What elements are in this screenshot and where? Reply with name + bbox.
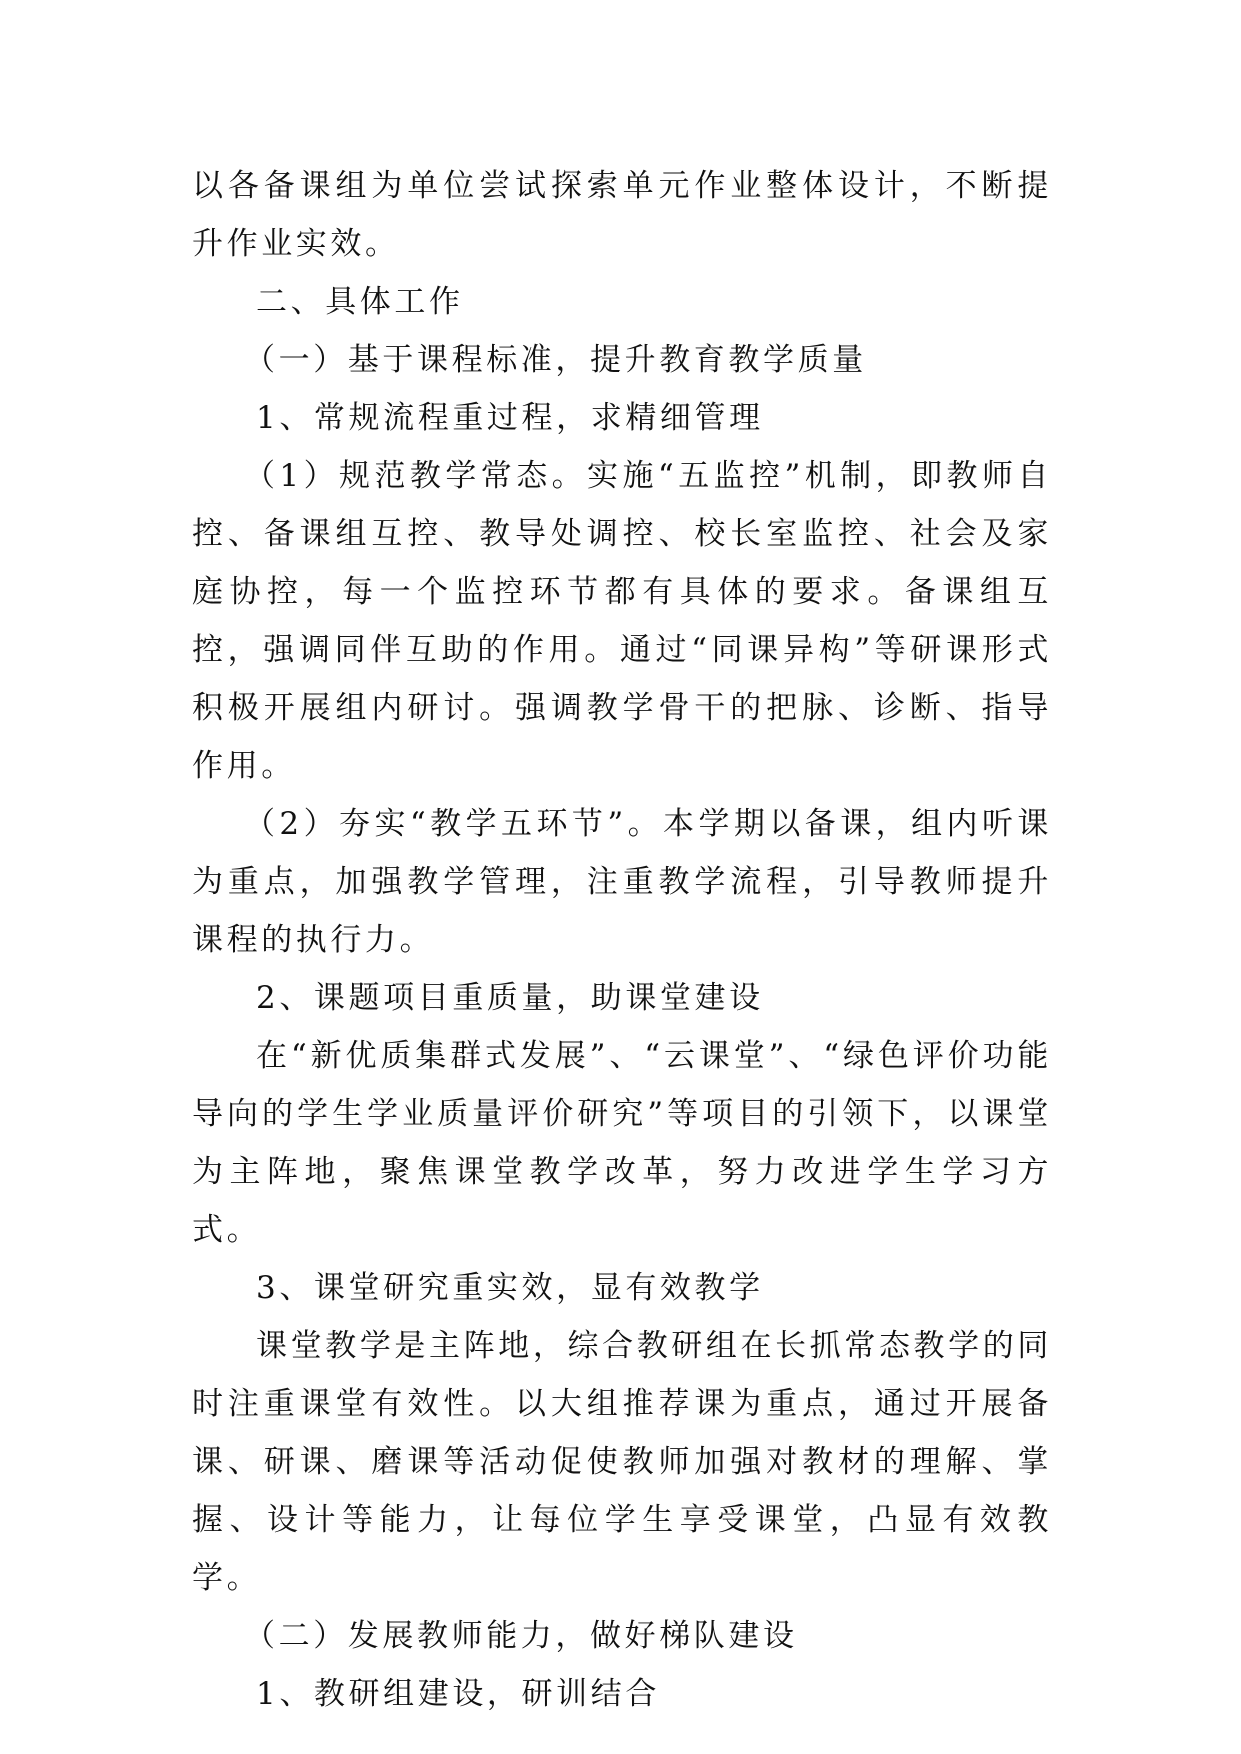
item-heading-2: 2、课题项目重质量，助课堂建设 bbox=[256, 980, 764, 1016]
item-heading-research-group: 1、教研组建设，研训结合 bbox=[256, 1676, 660, 1712]
paragraph-five-links: （2）夯实“教学五环节”。本学期以备课，组内听课为重点，加强教学管理，注重教学流程，引导教师提升课程的执行力。 bbox=[192, 806, 1052, 958]
document-body bbox=[192, 157, 1052, 1723]
paragraph-standardize-teaching: （1）规范教学常态。实施“五监控”机制，即教师自控、备课组互控、教导处调控、校长室监控、社会及家庭协控，每一个监控环节都有具体的要求。备课组互控，强调同伴互助的作用。通过“同课异构”等研课形式积极开展组内研讨。强调教学骨干的把脉、诊断、指导作用。 bbox=[192, 458, 1052, 784]
section-heading-specific-work: 二、具体工作 bbox=[256, 284, 464, 320]
subsection-heading-1: （一）基于课程标准，提升教育教学质量 bbox=[244, 342, 867, 378]
item-heading-1: 1、常规流程重过程，求精细管理 bbox=[256, 400, 764, 436]
item-heading-3: 3、课堂研究重实效，显有效教学 bbox=[256, 1270, 764, 1306]
paragraph-classroom-teaching: 课堂教学是主阵地，综合教研组在长抓常态教学的同时注重课堂有效性。以大组推荐课为重点，通过开展备课、研课、磨课等活动促使教师加强对教材的理解、掌握、设计等能力，让每位学生享受课堂，凸显有效教学。 bbox=[192, 1328, 1052, 1596]
paragraph-projects: 在“新优质集群式发展”、“云课堂”、“绿色评价功能导向的学生学业质量评价研究”等项目的引领下，以课堂为主阵地，聚焦课堂教学改革，努力改进学生学习方式。 bbox=[192, 1038, 1052, 1248]
paragraph-continuation: 以各备课组为单位尝试探索单元作业整体设计，不断提升作业实效。 bbox=[192, 168, 1052, 262]
subsection-heading-2: （二）发展教师能力，做好梯队建设 bbox=[244, 1618, 798, 1654]
